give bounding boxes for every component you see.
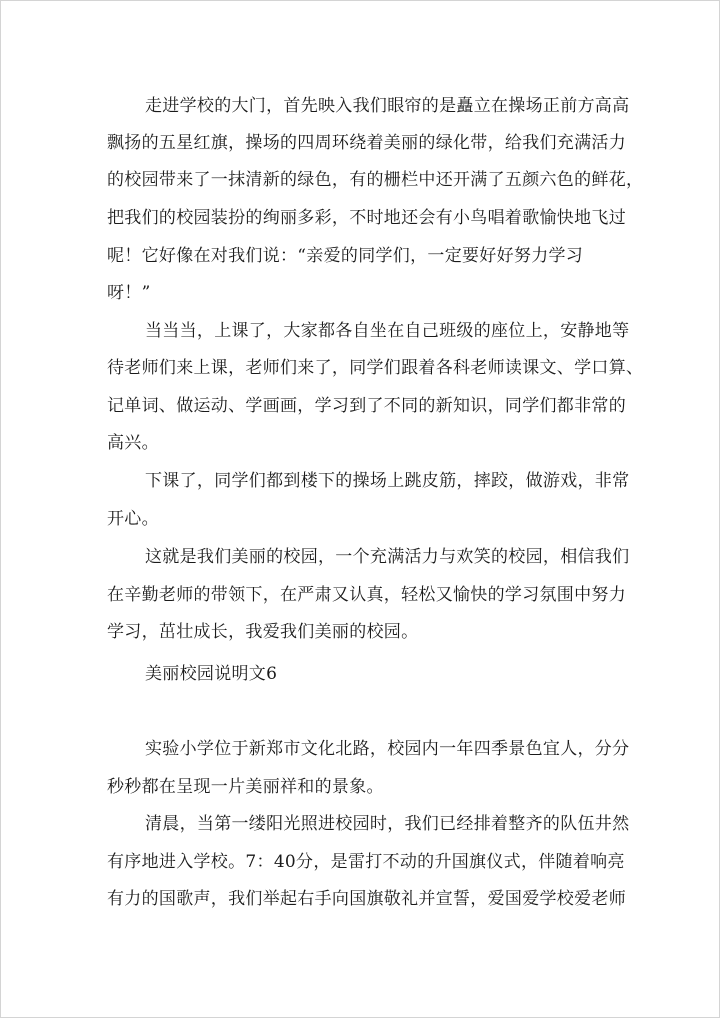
section-title: 美丽校园说明文6 (145, 664, 278, 684)
paragraph-3-line-2: 开心。 (107, 509, 159, 529)
paragraph-4-line-3: 学习，茁壮成长，我爱我们美丽的校园。 (107, 622, 419, 642)
paragraph-1-line-3: 的校园带来了一抹清新的绿色，有的栅栏中还开满了五颜六色的鲜花， (107, 170, 644, 190)
paragraph-1-line-4: 把我们的校园装扮的绚丽多彩，不时地还会有小鸟唱着歌愉快地飞过 (107, 208, 626, 228)
paragraph-6-line-3: 有力的国歌声，我们举起右手向国旗敬礼并宣誓，爱国爱学校爱老师 (107, 889, 626, 909)
paragraph-1-line-1: 走进学校的大门，首先映入我们眼帘的是矗立在操场正前方高高 (145, 96, 630, 116)
paragraph-2-line-1: 当当当，上课了，大家都各自坐在自己班级的座位上，安静地等 (145, 321, 630, 341)
paragraph-1-line-6: 呀！” (107, 283, 151, 303)
paragraph-5-line-2: 秒秒都在呈现一片美丽祥和的景象。 (107, 777, 384, 797)
paragraph-6-line-1: 清晨，当第一缕阳光照进校园时，我们已经排着整齐的队伍井然 (145, 814, 630, 834)
paragraph-6-line-2: 有序地进入学校。7：40分，是雷打不动的升国旗仪式，伴随着响亮 (107, 852, 625, 872)
paragraph-2-line-4: 高兴。 (107, 433, 159, 453)
paragraph-5-line-1: 实验小学位于新郑市文化北路，校园内一年四季景色宜人，分分 (145, 739, 630, 759)
paragraph-1-line-5: 呢！它好像在对我们说：“亲爱的同学们，一定要好好努力学习 (107, 246, 584, 266)
paragraph-2-line-2: 待老师们来上课，老师们来了，同学们跟着各科老师读课文、学口算、 (107, 358, 644, 378)
paragraph-1-line-2: 飘扬的五星红旗，操场的四周环绕着美丽的绿化带，给我们充满活力 (107, 133, 626, 153)
paragraph-3-line-1: 下课了，同学们都到楼下的操场上跳皮筋，摔跤，做游戏，非常 (145, 471, 630, 491)
paragraph-4-line-2: 在辛勤老师的带领下，在严肃又认真，轻松又愉快的学习氛围中努力 (107, 585, 626, 605)
paragraph-4-line-1: 这就是我们美丽的校园，一个充满活力与欢笑的校园，相信我们 (145, 547, 630, 567)
paragraph-2-line-3: 记单词、做运动、学画画，学习到了不同的新知识，同学们都非常的 (107, 396, 626, 416)
